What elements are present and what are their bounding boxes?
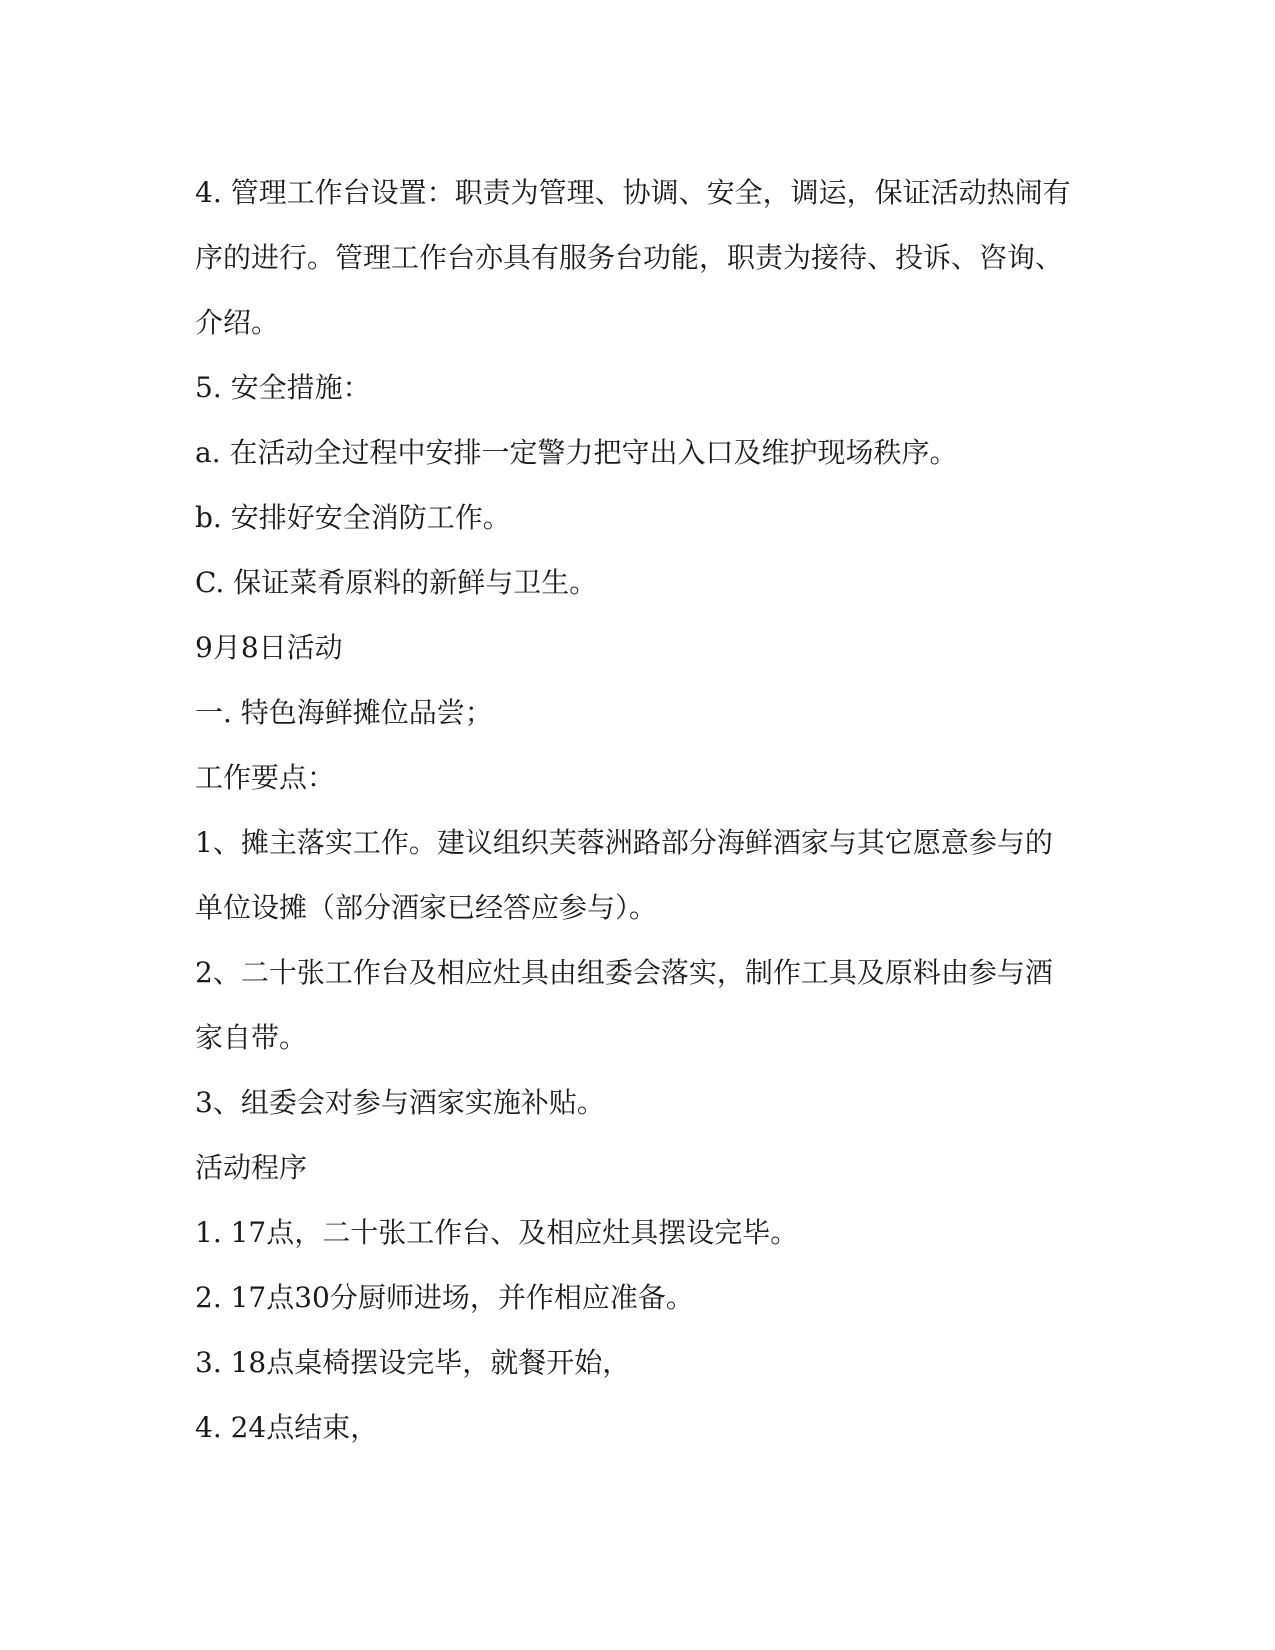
paragraph-management-desk: 4. 管理工作台设置：职责为管理、协调、安全，调运，保证活动热闹有序的进行。管理工作台亦具有服务台功能，职责为接待、投诉、咨询、介绍。	[195, 176, 1071, 339]
paragraph-safety-a: a. 在活动全过程中安排一定警力把守出入口及维护现场秩序。	[195, 436, 958, 469]
paragraph-program-3: 3. 18点桌椅摆设完毕，就餐开始，	[195, 1346, 631, 1379]
paragraph-program-heading: 活动程序	[195, 1151, 308, 1184]
document-body	[195, 160, 1075, 1460]
paragraph-safety-c: C. 保证菜肴原料的新鲜与卫生。	[195, 566, 598, 599]
paragraph-seafood-stalls: 一. 特色海鲜摊位品尝；	[195, 696, 493, 729]
paragraph-safety-heading: 5. 安全措施：	[195, 371, 371, 404]
paragraph-program-2: 2. 17点30分厨师进场，并作相应准备。	[195, 1281, 694, 1314]
paragraph-work-point-3: 3、组委会对参与酒家实施补贴。	[195, 1086, 605, 1119]
paragraph-work-points-heading: 工作要点：	[195, 761, 336, 794]
paragraph-safety-b: b. 安排好安全消防工作。	[195, 501, 511, 534]
paragraph-sept8-heading: 9月8日活动	[195, 631, 343, 664]
paragraph-work-point-1: 1、摊主落实工作。建议组织芙蓉洲路部分海鲜酒家与其它愿意参与的单位设摊（部分酒家已经答应参与）。	[195, 826, 1053, 924]
paragraph-work-point-2: 2、二十张工作台及相应灶具由组委会落实，制作工具及原料由参与酒家自带。	[195, 956, 1053, 1054]
paragraph-program-4: 4. 24点结束，	[195, 1411, 379, 1444]
paragraph-program-1: 1. 17点，二十张工作台、及相应灶具摆设完毕。	[195, 1216, 799, 1249]
